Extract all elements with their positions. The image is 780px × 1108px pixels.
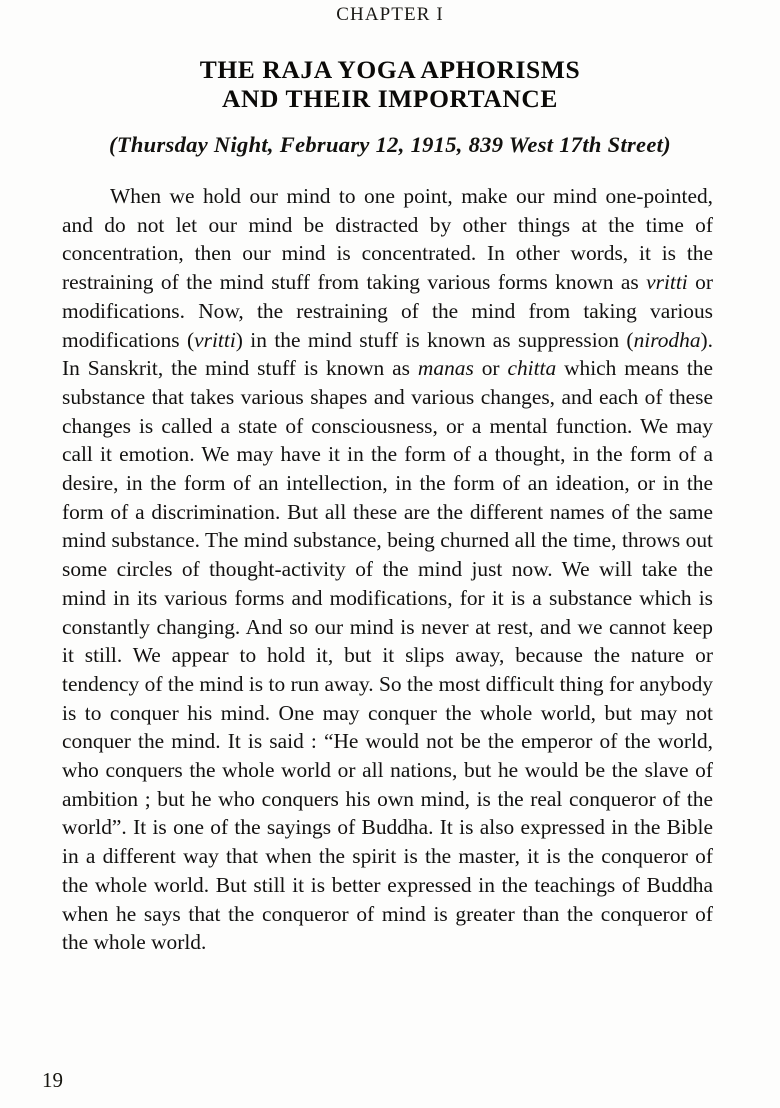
chapter-label: CHAPTER I bbox=[336, 4, 444, 25]
body-text-run: When we hold our mind to one point, make our mind one-pointed, and do not let our mind be distracted by other things at the time of concentration, then our mind is concentrated. In other words, it is the restraining of the mind stuff from taking various forms known as bbox=[62, 184, 713, 295]
sanskrit-term: vritti bbox=[646, 270, 688, 295]
body-text-run: which means the substance that takes various shapes and various changes, and each of these changes is called a state of consciousness, or a mental function. We may call it emotion. We may have it in the form of a thought, in the form of a desire, in the form of an intellection, in the form of an ideation, or in the form of a discrimination. But all these are the different names of the same mind substance. The mind substance, being churned all the time, throws out some circles of thought-activity of the mind just now. We will take the mind in its various forms and modifications, for it is a substance which is constantly changing. And so our mind is never at rest, and we cannot keep it still. We appear to hold it, but it slips away, because the nature or tendency of the mind is to run away. So the most difficult thing for anybody is to conquer his mind. One may conquer the whole world, but may not conquer the mind. It is said : “He would not be the emperor of the world, who conquers the whole world or all nations, but he would be the slave of ambition ; but he who conquers his own mind, is the real conqueror of the world”. It is one of the sayings of Buddha. It is also expressed in the Bible in a different way that when the spirit is the master, it is the conqueror of the whole world. But still it is better expressed in the teachings of Buddha when he says that the conqueror of mind is greater than the conqueror of the whole world. bbox=[62, 356, 713, 955]
page-title-line-1: THE RAJA YOGA APHORISMS bbox=[199, 55, 581, 84]
lecture-dateline: (Thursday Night, February 12, 1915, 839 West 17th Street) bbox=[109, 132, 671, 157]
page-title bbox=[0, 55, 780, 113]
body-paragraph bbox=[62, 182, 713, 957]
sanskrit-term: chitta bbox=[507, 356, 557, 381]
sanskrit-term: nirodha bbox=[633, 327, 701, 352]
body-text-run: ) in the mind stuff is known as suppression ( bbox=[235, 327, 634, 352]
body-text-run: ). In Sanskrit, the mind stuff is known as bbox=[62, 327, 713, 381]
body-text-run: or modifications. Now, the restraining of the mind from taking various modifications ( bbox=[62, 270, 714, 352]
page-number: 19 bbox=[42, 1068, 63, 1092]
body-text-run: or bbox=[473, 356, 508, 381]
sanskrit-term: manas bbox=[417, 356, 474, 381]
sanskrit-term: vritti bbox=[194, 327, 236, 352]
page-title-line-2: AND THEIR IMPORTANCE bbox=[221, 84, 559, 113]
